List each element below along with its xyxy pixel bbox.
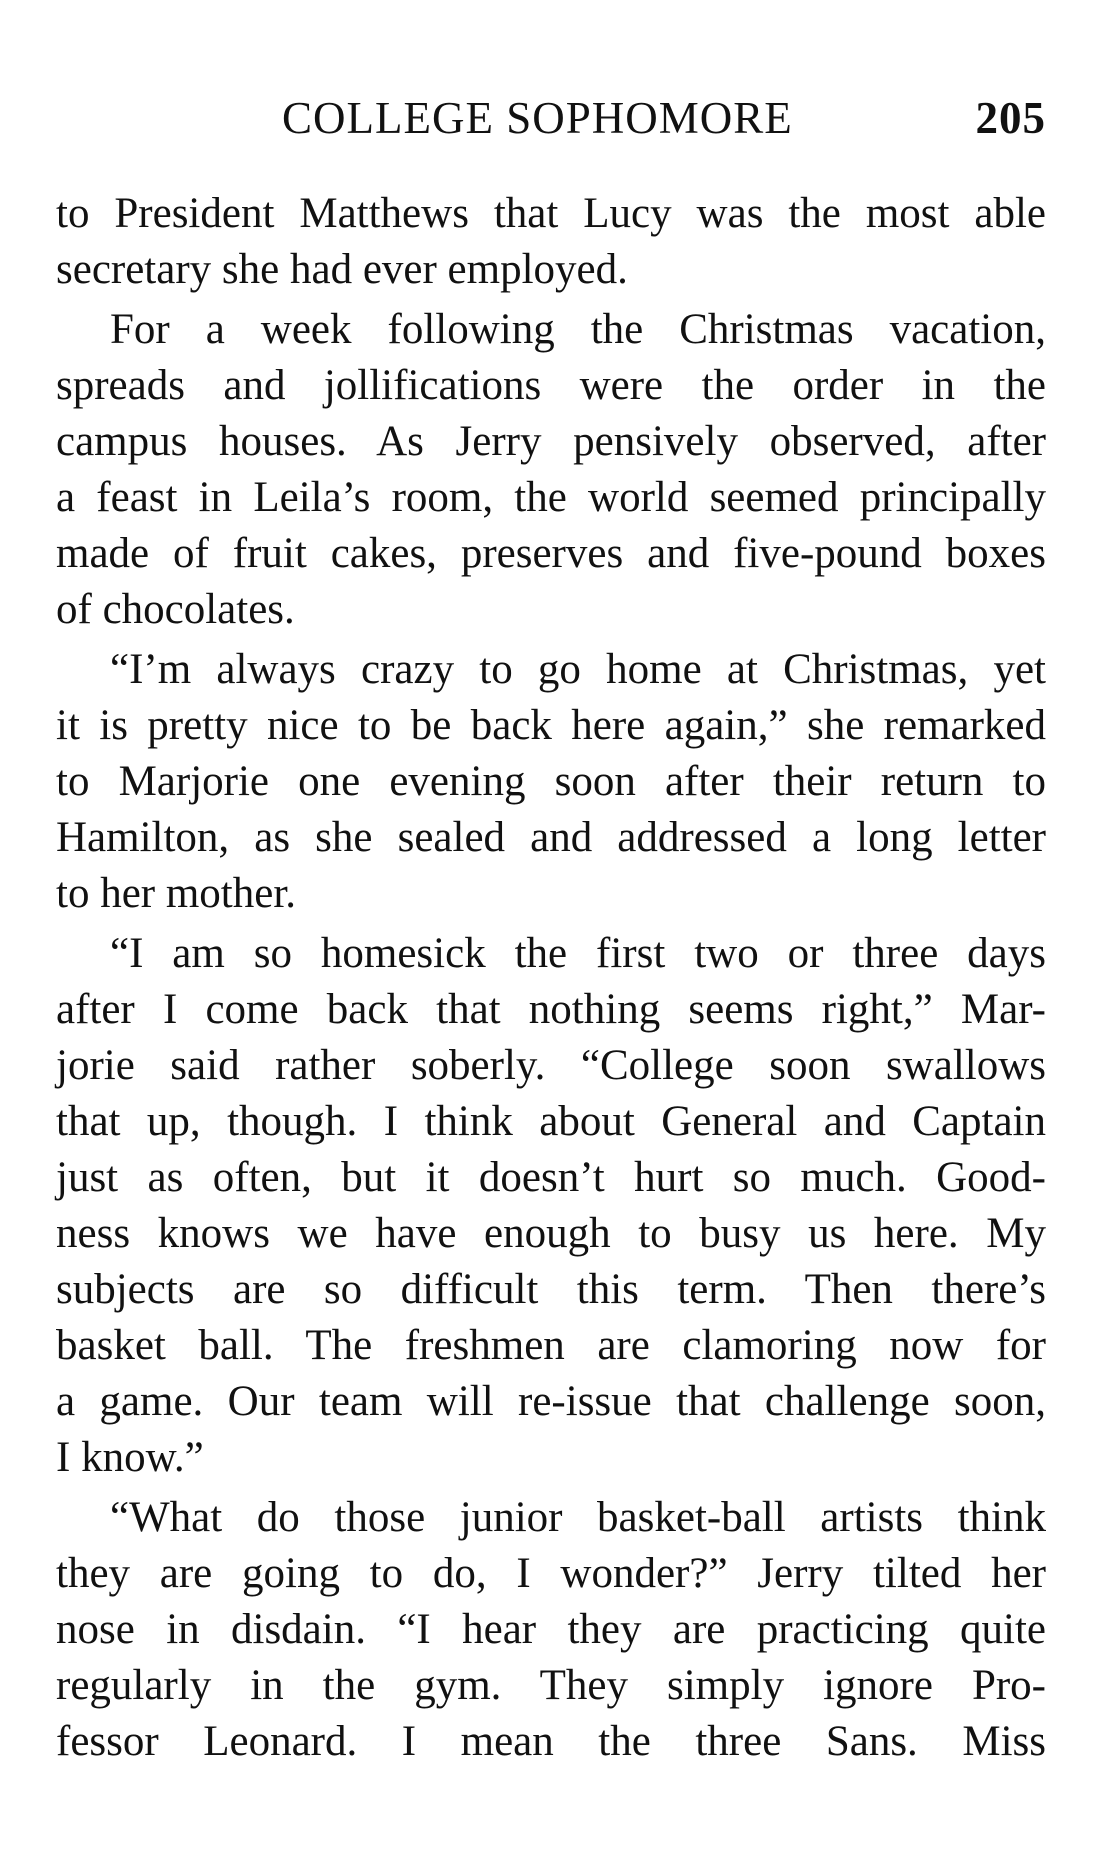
text-line: subjects are so difficult this term. Then there’s	[56, 1266, 1046, 1313]
text-line: jorie said rather soberly. “College soon swallows	[56, 1042, 1046, 1089]
text-line: they are going to do, I wonder?” Jerry tilted her	[56, 1550, 1046, 1597]
text-line: made of fruit cakes, preserves and five-pound boxes	[56, 530, 1046, 577]
text-line: ness knows we have enough to busy us here. My	[56, 1210, 1046, 1257]
text-line: that up, though. I think about General and Captain	[56, 1098, 1046, 1145]
text-line: to her mother.	[56, 870, 297, 917]
text-line: regularly in the gym. They simply ignore Pro-	[56, 1662, 1046, 1709]
text-line: “What do those junior basket-ball artists think	[110, 1494, 1046, 1541]
text-line: For a week following the Christmas vacation,	[110, 306, 1046, 353]
text-line: campus houses. As Jerry pensively observed, after	[56, 418, 1046, 465]
paragraph	[56, 642, 1046, 922]
text-line: basket ball. The freshmen are clamoring now for	[56, 1322, 1046, 1369]
text-line: “I am so homesick the first two or three days	[110, 930, 1046, 977]
text-line: “I’m always crazy to go home at Christmas, yet	[110, 646, 1046, 693]
text-line: just as often, but it doesn’t hurt so much. Good-	[56, 1154, 1046, 1201]
text-line: spreads and jollifications were the order in the	[56, 362, 1046, 409]
text-line: a game. Our team will re-issue that challenge soon,	[56, 1378, 1046, 1425]
text-line: fessor Leonard. I mean the three Sans. Miss	[56, 1718, 1046, 1765]
paragraph	[56, 186, 1046, 298]
body-text	[56, 186, 1046, 1774]
text-line: after I come back that nothing seems right,” Mar-	[56, 986, 1046, 1033]
text-line: I know.”	[56, 1434, 204, 1481]
paragraph	[56, 926, 1046, 1486]
text-line: to President Matthews that Lucy was the most able	[56, 190, 1046, 237]
text-line: a feast in Leila’s room, the world seemed principally	[56, 474, 1046, 521]
running-title: COLLEGE SOPHOMORE	[282, 93, 793, 143]
text-line: secretary she had ever employed.	[56, 246, 628, 293]
text-line: nose in disdain. “I hear they are practicing quite	[56, 1606, 1046, 1653]
text-line: Hamilton, as she sealed and addressed a long letter	[56, 814, 1046, 861]
paragraph	[56, 302, 1046, 638]
text-line: of chocolates.	[56, 586, 295, 633]
text-line: to Marjorie one evening soon after their return to	[56, 758, 1046, 805]
page-number: 205	[975, 93, 1046, 143]
running-head	[56, 92, 1046, 152]
text-line: it is pretty nice to be back here again,” she remarked	[56, 702, 1046, 749]
paragraph	[56, 1490, 1046, 1770]
